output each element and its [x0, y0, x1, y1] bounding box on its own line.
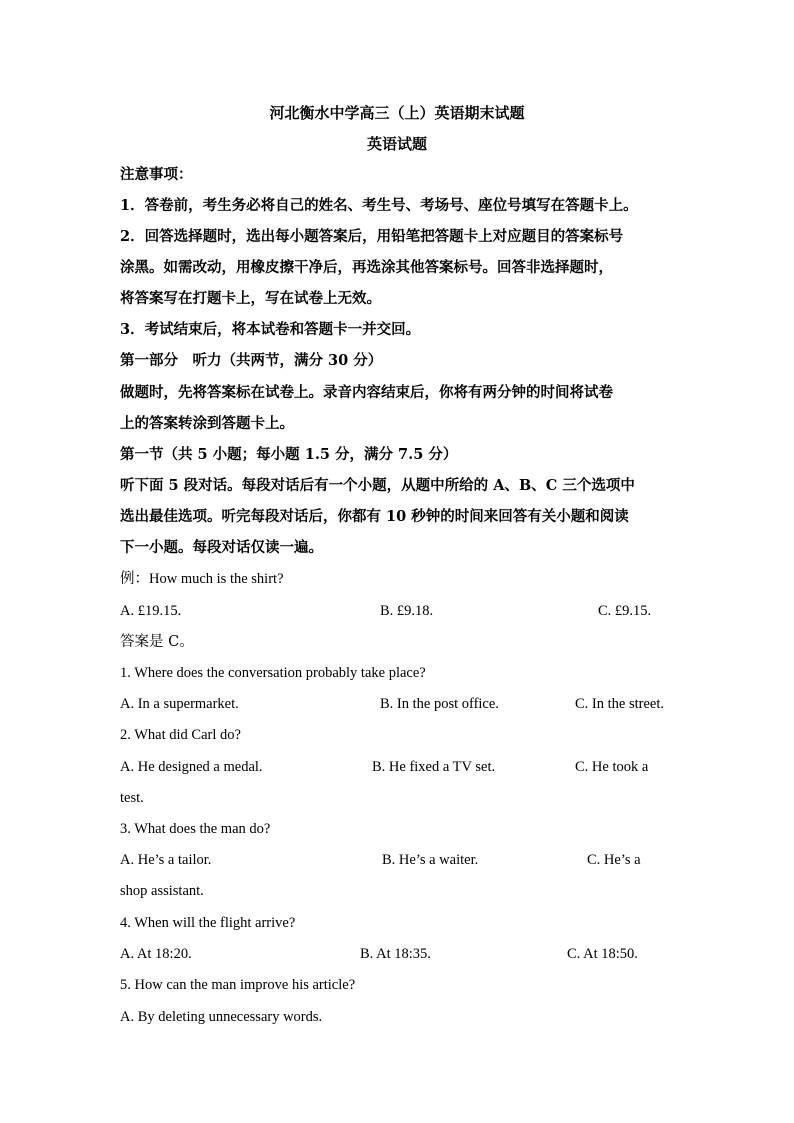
- example-question-line: [120, 569, 284, 589]
- page-subtitle: 英语试题: [366, 135, 427, 153]
- question-3: 3. What does the man do?: [120, 821, 271, 837]
- page-title: 河北衡水中学高三（上）英语期末试题: [269, 104, 525, 122]
- q2-option-b: B. He fixed a TV set.: [372, 759, 496, 775]
- example-option-b: B. £9.18.: [380, 603, 434, 619]
- section1-heading: 第一节（共 5 小题；每小题 1.5 分，满分 7.5 分）: [120, 446, 458, 463]
- example-label: 例：: [120, 571, 149, 587]
- part1-intro-1: 做题时，先将答案标在试卷上。录音内容结束后，你将有两分钟的时间将试卷: [120, 384, 613, 401]
- q3-option-c: C. He’s a: [587, 852, 641, 868]
- q3-option-c-cont: shop assistant.: [120, 883, 204, 899]
- notice-item-2: 2．回答选择题时，选出每小题答案后，用铅笔把答题卡上对应题目的答案标号: [120, 228, 624, 245]
- section1-intro-2: 选出最佳选项。听完每段对话后，你都有 10 秒钟的时间来回答有关小题和阅读: [120, 508, 629, 525]
- example-option-a: A. £19.15.: [120, 603, 182, 619]
- q1-option-c: C. In the street.: [575, 696, 664, 712]
- q3-option-a: A. He’s a tailor.: [120, 852, 212, 868]
- q4-option-b: B. At 18:35.: [360, 946, 431, 962]
- q4-option-a: A. At 18:20.: [120, 946, 192, 962]
- q4-option-c: C. At 18:50.: [567, 946, 638, 962]
- q5-option-a: A. By deleting unnecessary words.: [120, 1009, 323, 1025]
- notice-item-3: 3．考试结束后，将本试卷和答题卡一并交回。: [120, 321, 421, 338]
- q2-option-c: C. He took a: [575, 759, 649, 775]
- example-question: How much is the shirt?: [149, 571, 284, 587]
- notice-item-2-cont: 涂黑。如需改动，用橡皮擦干净后，再选涂其他答案标号。回答非选择题时，: [120, 259, 613, 276]
- section1-intro-3: 下一小题。每段对话仅读一遍。: [120, 539, 323, 556]
- part1-intro-2: 上的答案转涂到答题卡上。: [120, 415, 294, 432]
- notice-item-2-cont2: 将答案写在打题卡上，写在试卷上无效。: [120, 290, 381, 307]
- question-4: 4. When will the flight arrive?: [120, 915, 296, 931]
- q2-option-a: A. He designed a medal.: [120, 759, 263, 775]
- question-5: 5. How can the man improve his article?: [120, 977, 356, 993]
- q1-option-a: A. In a supermarket.: [120, 696, 239, 712]
- example-answer: 答案是 C。: [120, 634, 194, 650]
- q2-option-c-cont: test.: [120, 790, 144, 806]
- question-1: 1. Where does the conversation probably take place?: [120, 665, 426, 681]
- q3-option-b: B. He’s a waiter.: [382, 852, 479, 868]
- section1-intro-1: 听下面 5 段对话。每段对话后有一个小题，从题中所给的 A、B、C 三个选项中: [120, 477, 635, 494]
- notice-heading: 注意事项：: [120, 166, 193, 183]
- example-option-c: C. £9.15.: [598, 603, 652, 619]
- q1-option-b: B. In the post office.: [380, 696, 499, 712]
- part1-heading: 第一部分 听力（共两节，满分 30 分）: [120, 352, 383, 369]
- question-2: 2. What did Carl do?: [120, 727, 241, 743]
- notice-item-1: 1．答卷前，考生务必将自己的姓名、考生号、考场号、座位号填写在答题卡上。: [120, 197, 638, 214]
